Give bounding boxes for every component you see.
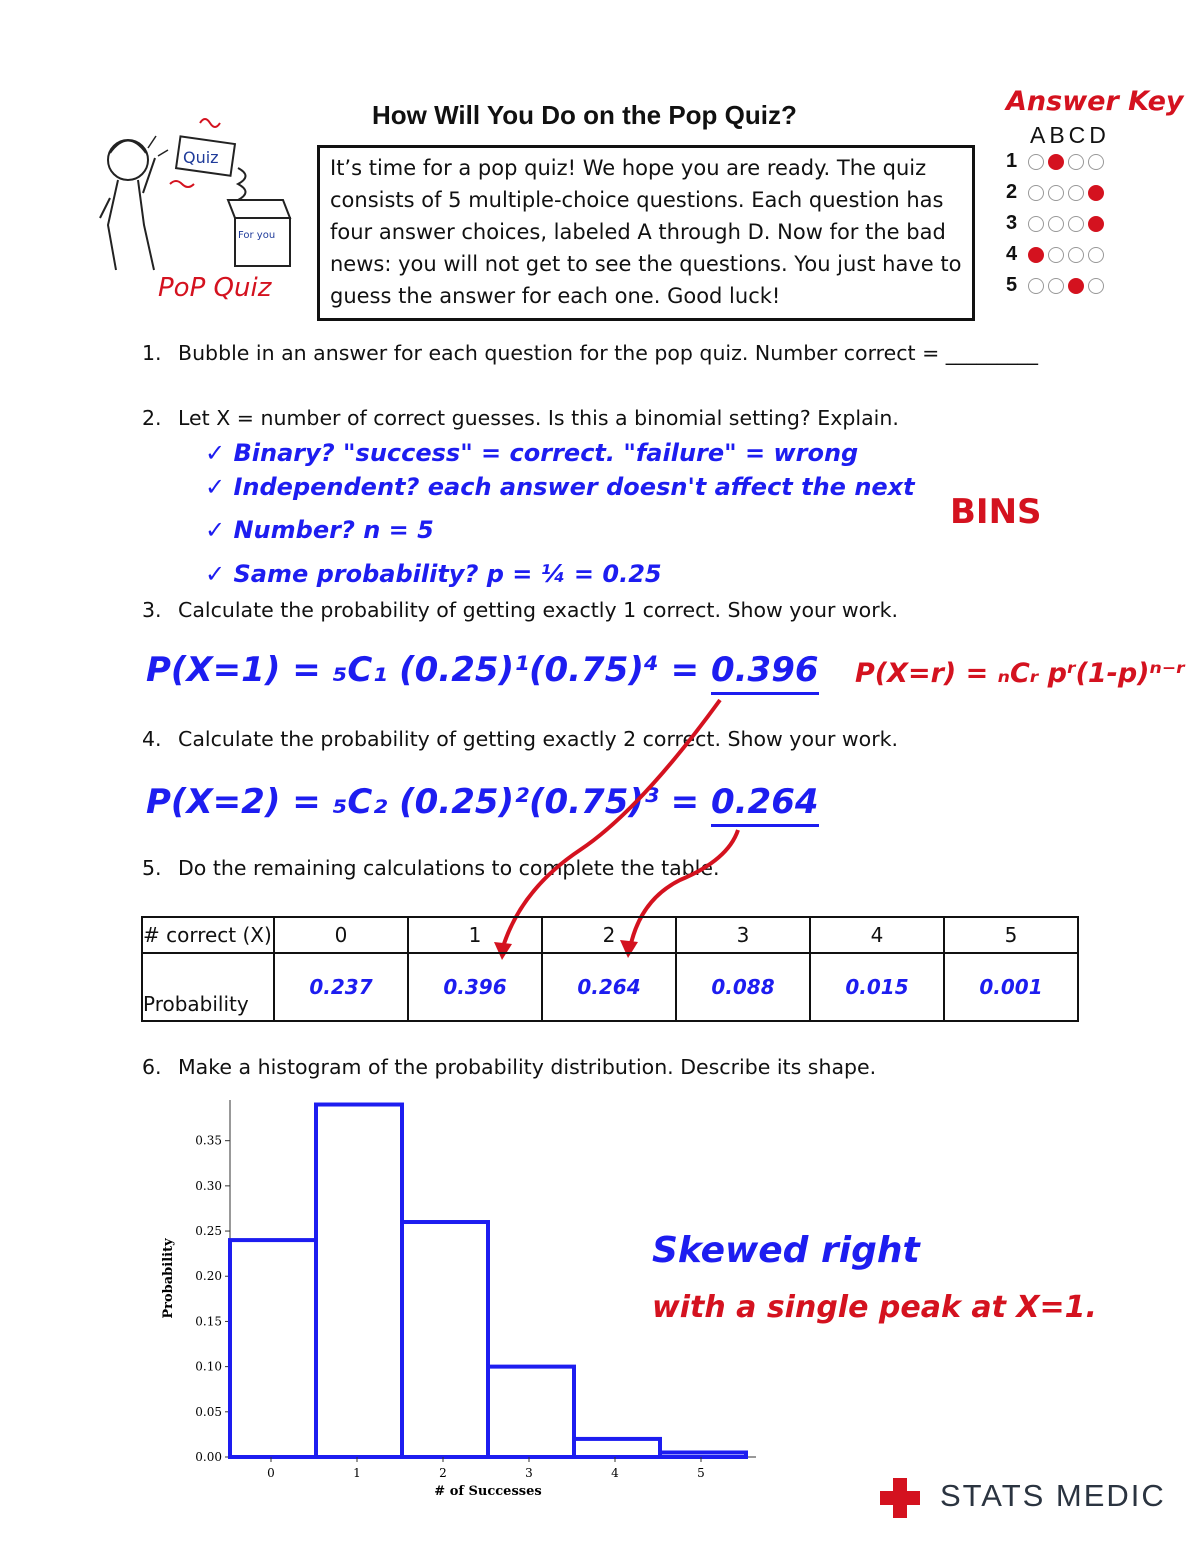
y-tick-label: 0.00 bbox=[195, 1450, 222, 1464]
bins-check-1: ✓ Binary? "success" = correct. "failure" = wrong bbox=[205, 439, 859, 467]
q4-work-text: P(X=2) = ₅C₂ (0.25)²(0.75)³ = bbox=[146, 782, 700, 822]
answer-key-row bbox=[1006, 181, 1104, 204]
answer-key-number: 4 bbox=[1006, 243, 1018, 265]
x-tick-label: 4 bbox=[611, 1466, 619, 1480]
y-axis-label: Probability bbox=[161, 1238, 176, 1319]
table-p-cell: 0.396 bbox=[408, 953, 542, 1021]
question-text: Calculate the probability of getting exactly 2 correct. Show your work. bbox=[178, 727, 899, 751]
answer-key-number: 5 bbox=[1006, 274, 1018, 296]
question-number: 5. bbox=[142, 856, 162, 880]
question-3 bbox=[142, 598, 898, 622]
answer-key-number: 3 bbox=[1006, 212, 1018, 234]
question-text: Calculate the probability of getting exactly 1 correct. Show your work. bbox=[178, 598, 899, 622]
x-tick-label: 0 bbox=[267, 1466, 275, 1480]
question-number: 4. bbox=[142, 727, 162, 751]
y-tick-label: 0.10 bbox=[195, 1359, 222, 1374]
table-x-cell: 5 bbox=[944, 917, 1078, 953]
question-number: 1. bbox=[142, 341, 162, 365]
table-x-cell: 4 bbox=[810, 917, 944, 953]
y-tick-label: 0.30 bbox=[195, 1178, 222, 1193]
answer-bubble[interactable] bbox=[1048, 216, 1064, 232]
answer-bubble-filled[interactable] bbox=[1068, 278, 1084, 294]
table-p-cell: 0.088 bbox=[676, 953, 810, 1021]
quiz-sign-text: Quiz bbox=[183, 148, 219, 167]
answer-bubble[interactable] bbox=[1068, 154, 1084, 170]
table-x-cell: 1 bbox=[408, 917, 542, 953]
answer-bubble-filled[interactable] bbox=[1048, 154, 1064, 170]
question-6 bbox=[142, 1055, 876, 1079]
answer-bubble[interactable] bbox=[1028, 185, 1044, 201]
question-number: 2. bbox=[142, 406, 162, 430]
bins-check-4: ✓ Same probability? p = ¼ = 0.25 bbox=[205, 560, 662, 588]
x-tick-label: 5 bbox=[697, 1466, 705, 1480]
question-2 bbox=[142, 406, 899, 430]
binomial-formula: P(X=r) = ₙCᵣ pʳ(1-p)ⁿ⁻ʳ bbox=[855, 658, 1185, 689]
y-tick-label: 0.25 bbox=[195, 1224, 222, 1239]
question-text: Bubble in an answer for each question for the pop quiz. Number correct = _________ bbox=[178, 341, 1039, 365]
shape-line-1: Skewed right bbox=[652, 1230, 920, 1271]
histogram-bar bbox=[660, 1452, 746, 1457]
table-x-cell: 0 bbox=[274, 917, 408, 953]
q3-work bbox=[146, 650, 819, 690]
answer-key-number: 1 bbox=[1006, 150, 1018, 172]
answer-bubble[interactable] bbox=[1048, 247, 1064, 263]
answer-key-row bbox=[1006, 274, 1104, 297]
brand-name: STATS MEDIC bbox=[940, 1478, 1166, 1513]
answer-bubble[interactable] bbox=[1048, 278, 1064, 294]
answer-bubble[interactable] bbox=[1088, 278, 1104, 294]
q3-result: 0.396 bbox=[711, 650, 819, 695]
question-1 bbox=[142, 341, 1038, 365]
histogram-bar bbox=[574, 1439, 660, 1457]
answer-key-row bbox=[1006, 212, 1104, 235]
x-axis-label: # of Successes bbox=[434, 1484, 542, 1499]
table-row-label: Probability bbox=[142, 953, 274, 1021]
q4-result: 0.264 bbox=[711, 782, 819, 827]
table-p-cell: 0.237 bbox=[274, 953, 408, 1021]
answer-bubble[interactable] bbox=[1068, 185, 1084, 201]
histogram-bar bbox=[402, 1222, 488, 1457]
table-p-cell: 0.001 bbox=[944, 953, 1078, 1021]
pop-quiz-text: PoP Quiz bbox=[158, 273, 272, 303]
question-text: Do the remaining calculations to complete the table. bbox=[178, 856, 720, 880]
pop-quiz-clipart bbox=[88, 108, 303, 308]
stats-medic-cross-icon bbox=[878, 1476, 922, 1520]
answer-key-row bbox=[1006, 150, 1104, 173]
histogram-bar bbox=[488, 1367, 574, 1457]
table-p-cell: 0.015 bbox=[810, 953, 944, 1021]
y-tick-label: 0.35 bbox=[195, 1133, 222, 1148]
question-text: Make a histogram of the probability distribution. Describe its shape. bbox=[178, 1055, 877, 1079]
q3-work-text: P(X=1) = ₅C₁ (0.25)¹(0.75)⁴ = bbox=[146, 650, 700, 690]
y-tick-label: 0.05 bbox=[195, 1404, 222, 1419]
answer-bubble[interactable] bbox=[1068, 247, 1084, 263]
question-number: 6. bbox=[142, 1055, 162, 1079]
histogram-bar bbox=[316, 1105, 402, 1457]
x-tick-label: 3 bbox=[525, 1466, 533, 1480]
table-x-cell: 2 bbox=[542, 917, 676, 953]
bins-check-2: ✓ Independent? each answer doesn't affect the next bbox=[205, 473, 915, 501]
bins-check-3: ✓ Number? n = 5 bbox=[205, 516, 434, 544]
shape-line-2: with a single peak at X=1. bbox=[652, 1290, 1097, 1325]
question-text: Let X = number of correct guesses. Is this a binomial setting? Explain. bbox=[178, 406, 899, 430]
y-tick-label: 0.15 bbox=[195, 1314, 222, 1329]
box-label-text: For you bbox=[238, 230, 276, 241]
answer-key-row bbox=[1006, 243, 1104, 266]
table-header-label: # correct (X) bbox=[142, 917, 274, 953]
histogram-bar bbox=[230, 1240, 316, 1457]
answer-bubble[interactable] bbox=[1028, 278, 1044, 294]
answer-bubble-filled[interactable] bbox=[1088, 185, 1104, 201]
answer-bubble[interactable] bbox=[1088, 154, 1104, 170]
answer-bubble[interactable] bbox=[1088, 247, 1104, 263]
page-title: How Will You Do on the Pop Quiz? bbox=[372, 100, 797, 130]
table-x-cell: 3 bbox=[676, 917, 810, 953]
bins-label: BINS bbox=[950, 492, 1042, 532]
answer-bubble-filled[interactable] bbox=[1028, 247, 1044, 263]
answer-bubble-filled[interactable] bbox=[1088, 216, 1104, 232]
y-tick-label: 0.20 bbox=[195, 1269, 222, 1284]
table-p-cell: 0.264 bbox=[542, 953, 676, 1021]
table-probability-row bbox=[142, 953, 1078, 1021]
question-number: 3. bbox=[142, 598, 162, 622]
x-tick-label: 1 bbox=[353, 1466, 361, 1480]
answer-bubble[interactable] bbox=[1028, 216, 1044, 232]
x-tick-label: 2 bbox=[439, 1466, 447, 1480]
answer-key-title: Answer Key bbox=[1006, 86, 1184, 117]
answer-key-letters: ABCD bbox=[1030, 122, 1110, 148]
answer-bubble[interactable] bbox=[1068, 216, 1084, 232]
table-header-row bbox=[142, 917, 1078, 953]
answer-key-number: 2 bbox=[1006, 181, 1018, 203]
distribution-table bbox=[141, 916, 1079, 1022]
answer-bubble[interactable] bbox=[1048, 185, 1064, 201]
answer-bubble[interactable] bbox=[1028, 154, 1044, 170]
intro-text: It’s time for a pop quiz! We hope you are ready. The quiz consists of 5 multiple-choice questions. Each question has four answer choices, labeled A through D. Now for the bad news: you will not get to see the questions. You just have to guess the answer for each one. Good luck! bbox=[330, 156, 962, 308]
